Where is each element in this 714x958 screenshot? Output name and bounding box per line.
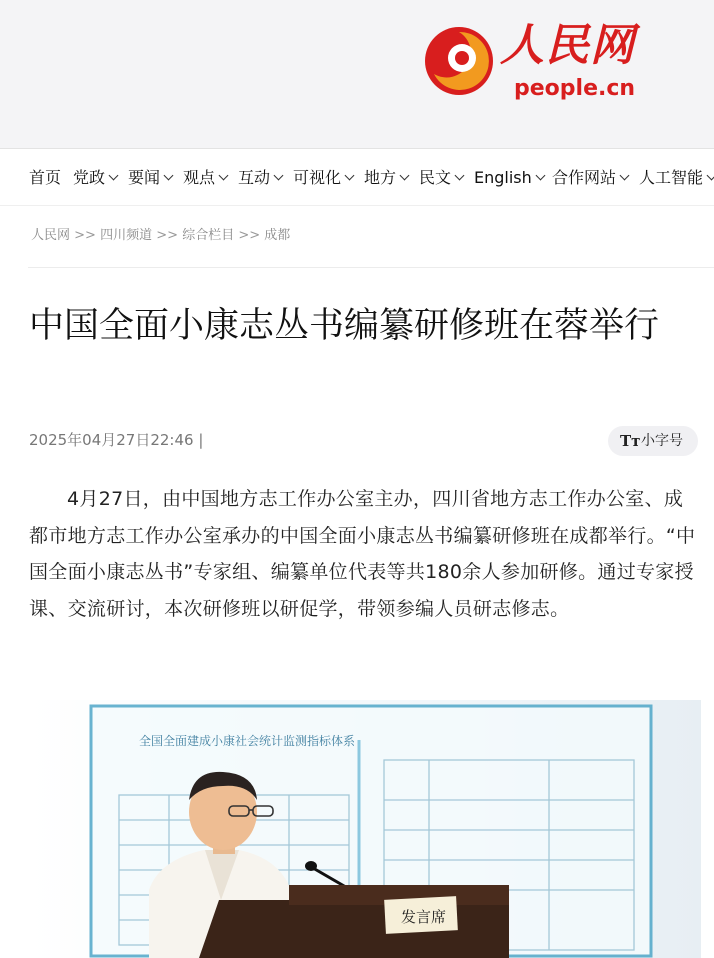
- nav-item-interact[interactable]: [238, 149, 282, 205]
- font-size-toggle-label: 小字号: [641, 433, 683, 449]
- nav-label: 人工智能: [639, 168, 704, 187]
- chevron-down-icon: [535, 171, 545, 181]
- article-photo: [29, 700, 701, 958]
- slide-heading: 全国全面建成小康社会统计监测指标体系: [139, 734, 356, 748]
- breadcrumb-separator: >>: [156, 228, 179, 243]
- nav-item-english[interactable]: [474, 149, 544, 205]
- text-size-icon: Tт: [620, 432, 641, 450]
- nav-item-partners[interactable]: [552, 149, 628, 205]
- breadcrumb: [31, 226, 290, 246]
- font-size-toggle-button[interactable]: [608, 426, 698, 456]
- nav-item-opinion[interactable]: [183, 149, 227, 205]
- nav-label: 观点: [183, 168, 216, 187]
- nav-label: 首页: [29, 168, 62, 187]
- nav-item-visual[interactable]: [293, 149, 353, 205]
- chevron-down-icon: [620, 171, 630, 181]
- nav-label: 党政: [73, 168, 106, 187]
- chevron-down-icon: [400, 171, 410, 181]
- nav-label: English: [474, 168, 532, 187]
- article-photo-image: [29, 700, 701, 958]
- logo-cn-text: 人民网: [500, 20, 635, 71]
- chevron-down-icon: [707, 171, 714, 181]
- breadcrumb-link-sichuan[interactable]: 四川频道: [100, 228, 153, 243]
- logo-en-text: people.cn: [514, 76, 636, 101]
- breadcrumb-separator: >>: [74, 228, 96, 243]
- speaker-placard-text: 发言席: [401, 908, 447, 926]
- nav-label: 地方: [364, 168, 397, 187]
- breadcrumb-link-general[interactable]: 综合栏目: [182, 228, 235, 243]
- nav-item-news[interactable]: [128, 149, 172, 205]
- article-title: 中国全面小康志丛书编纂研修班在蓉举行: [29, 306, 660, 346]
- chevron-down-icon: [345, 171, 355, 181]
- chevron-down-icon: [164, 171, 174, 181]
- nav-label: 可视化: [293, 168, 342, 187]
- nav-item-ai[interactable]: [639, 149, 714, 205]
- chevron-down-icon: [455, 171, 465, 181]
- main-nav: [0, 149, 714, 206]
- nav-item-ethnic[interactable]: [419, 149, 463, 205]
- nav-label: 互动: [238, 168, 271, 187]
- nav-label: 合作网站: [552, 168, 617, 187]
- chevron-down-icon: [274, 171, 284, 181]
- chevron-down-icon: [109, 171, 119, 181]
- nav-label: 民文: [419, 168, 452, 187]
- divider: [28, 267, 714, 268]
- logo-emblem-icon: [422, 24, 496, 98]
- nav-item-home[interactable]: [29, 149, 61, 205]
- chevron-down-icon: [219, 171, 229, 181]
- article-paragraph: 4月27日，由中国地方志工作办公室主办，四川省地方志工作办公室、成都市地方志工作办公室承办的中国全面小康志丛书编纂研修班在成都举行。“中国全面小康志丛书”专家组、编纂单位代表等共180余人参加研修。通过专家授课、交流研讨，本次研修班以研促学，带领参编人员研志修志。: [29, 488, 696, 620]
- breadcrumb-separator: >>: [238, 228, 261, 243]
- site-header: [0, 0, 714, 149]
- nav-label: 要闻: [128, 168, 161, 187]
- breadcrumb-link-chengdu[interactable]: 成都: [264, 228, 291, 243]
- breadcrumb-link-home[interactable]: 人民网: [31, 228, 71, 243]
- article-datetime: 2025年04月27日22:46 |: [29, 431, 204, 449]
- nav-item-party[interactable]: [73, 149, 117, 205]
- nav-item-local[interactable]: [364, 149, 408, 205]
- site-logo[interactable]: [422, 18, 642, 108]
